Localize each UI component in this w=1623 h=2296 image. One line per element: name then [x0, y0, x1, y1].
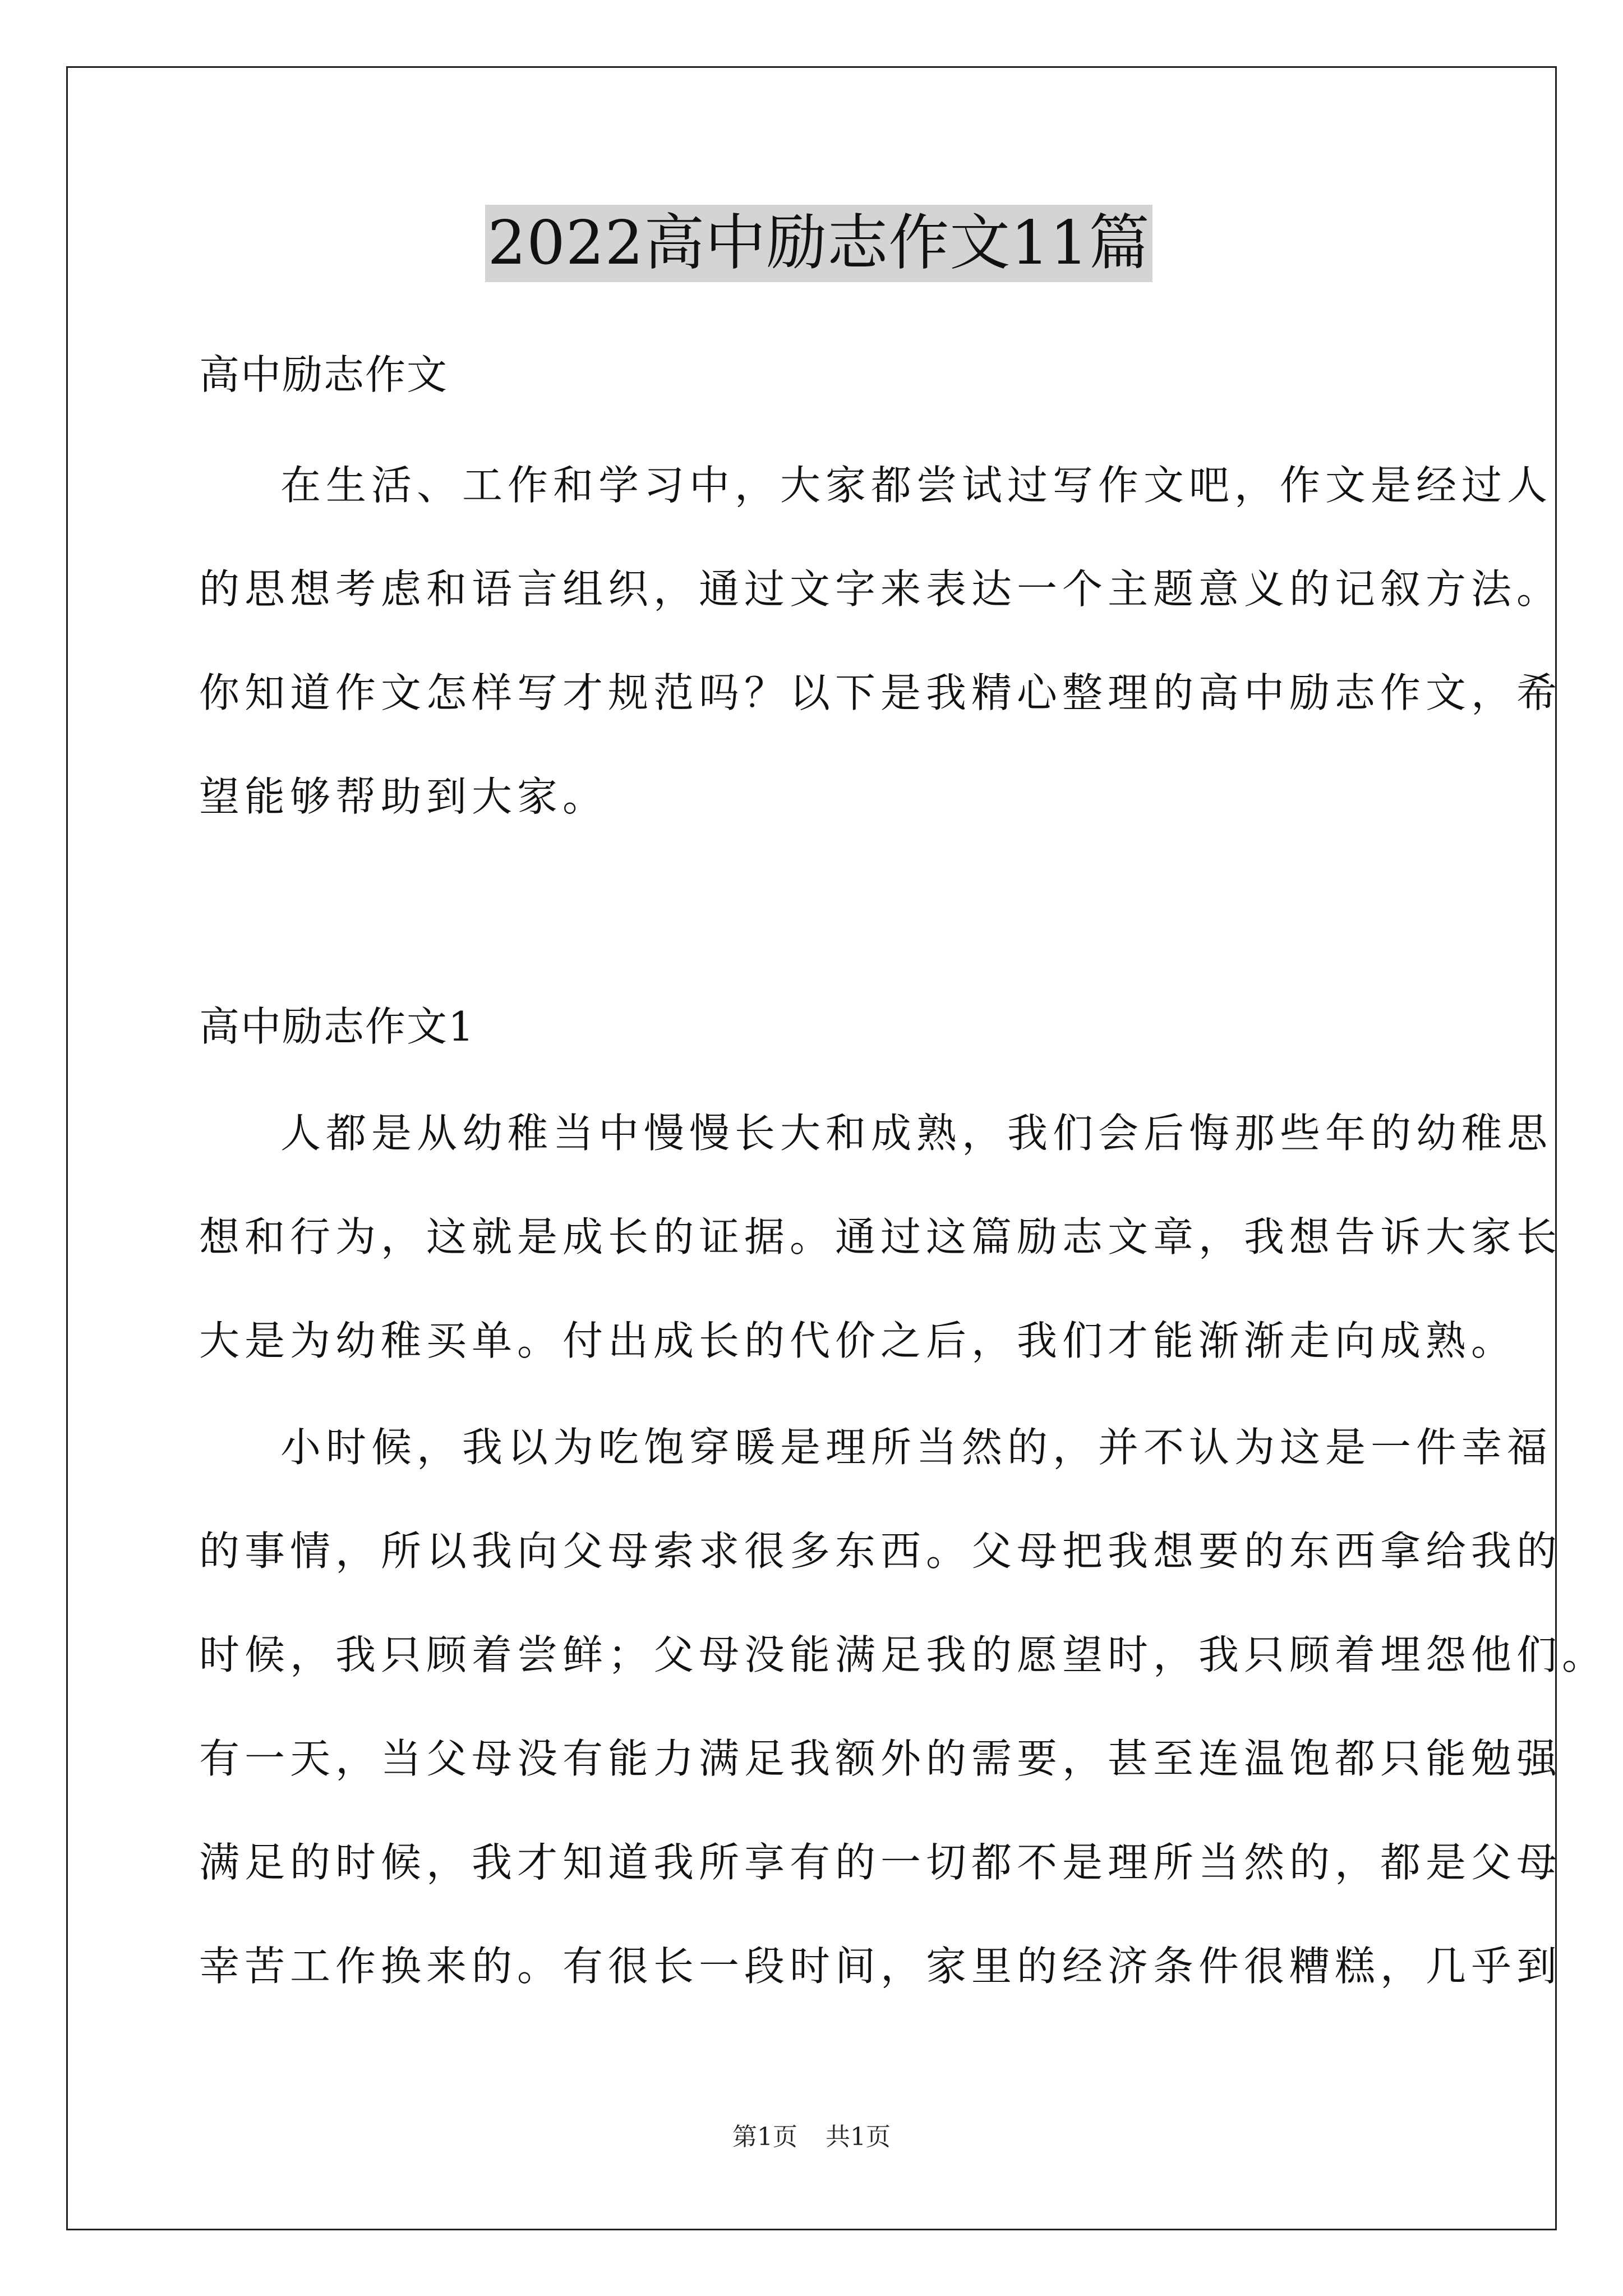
essay1-para2-line: 有一天，当父母没有能力满足我额外的需要，甚至连温饱都只能勉强 — [199, 1735, 1562, 1782]
essay1-para2-line: 幸苦工作换来的。有很长一段时间，家里的经济条件很糟糕，几乎到 — [199, 1943, 1562, 1990]
intro-line: 在生活、工作和学习中，大家都尝试过写作文吧，作文是经过人 — [280, 462, 1553, 509]
page-footer — [0, 2120, 1623, 2154]
title-container — [199, 205, 1438, 282]
intro-line: 你知道作文怎样写才规范吗？以下是我精心整理的高中励志作文，希 — [199, 669, 1562, 716]
essay1-heading: 高中励志作文1 — [199, 1003, 475, 1050]
essay1-para2-line: 的事情，所以我向父母索求很多东西。父母把我想要的东西拿给我的 — [199, 1527, 1562, 1575]
essay1-para1-line: 人都是从幼稚当中慢慢长大和成熟，我们会后悔那些年的幼稚思 — [280, 1110, 1553, 1157]
intro-line: 望能够帮助到大家。 — [199, 773, 608, 820]
document-title: 2022高中励志作文11篇 — [485, 205, 1152, 282]
essay1-para2-line: 小时候，我以为吃饱穿暖是理所当然的，并不认为这是一件幸福 — [280, 1424, 1553, 1471]
page-number-current: 第1页 — [732, 2123, 797, 2151]
intro-line: 的思想考虑和语言组织，通过文字来表达一个主题意义的记叙方法。 — [199, 565, 1562, 613]
essay1-para2-line: 满足的时候，我才知道我所享有的一切都不是理所当然的，都是父母 — [199, 1839, 1562, 1886]
essay1-para1-line: 想和行为，这就是成长的证据。通过这篇励志文章，我想告诉大家长 — [199, 1213, 1562, 1260]
page-number-total: 共1页 — [826, 2123, 891, 2151]
essay1-para1-line: 大是为幼稚买单。付出成长的代价之后，我们才能渐渐走向成熟。 — [199, 1317, 1517, 1364]
essay1-para2-line: 时候，我只顾着尝鲜；父母没能满足我的愿望时，我只顾着埋怨他们。 — [199, 1631, 1608, 1678]
intro-heading: 高中励志作文 — [199, 351, 449, 398]
